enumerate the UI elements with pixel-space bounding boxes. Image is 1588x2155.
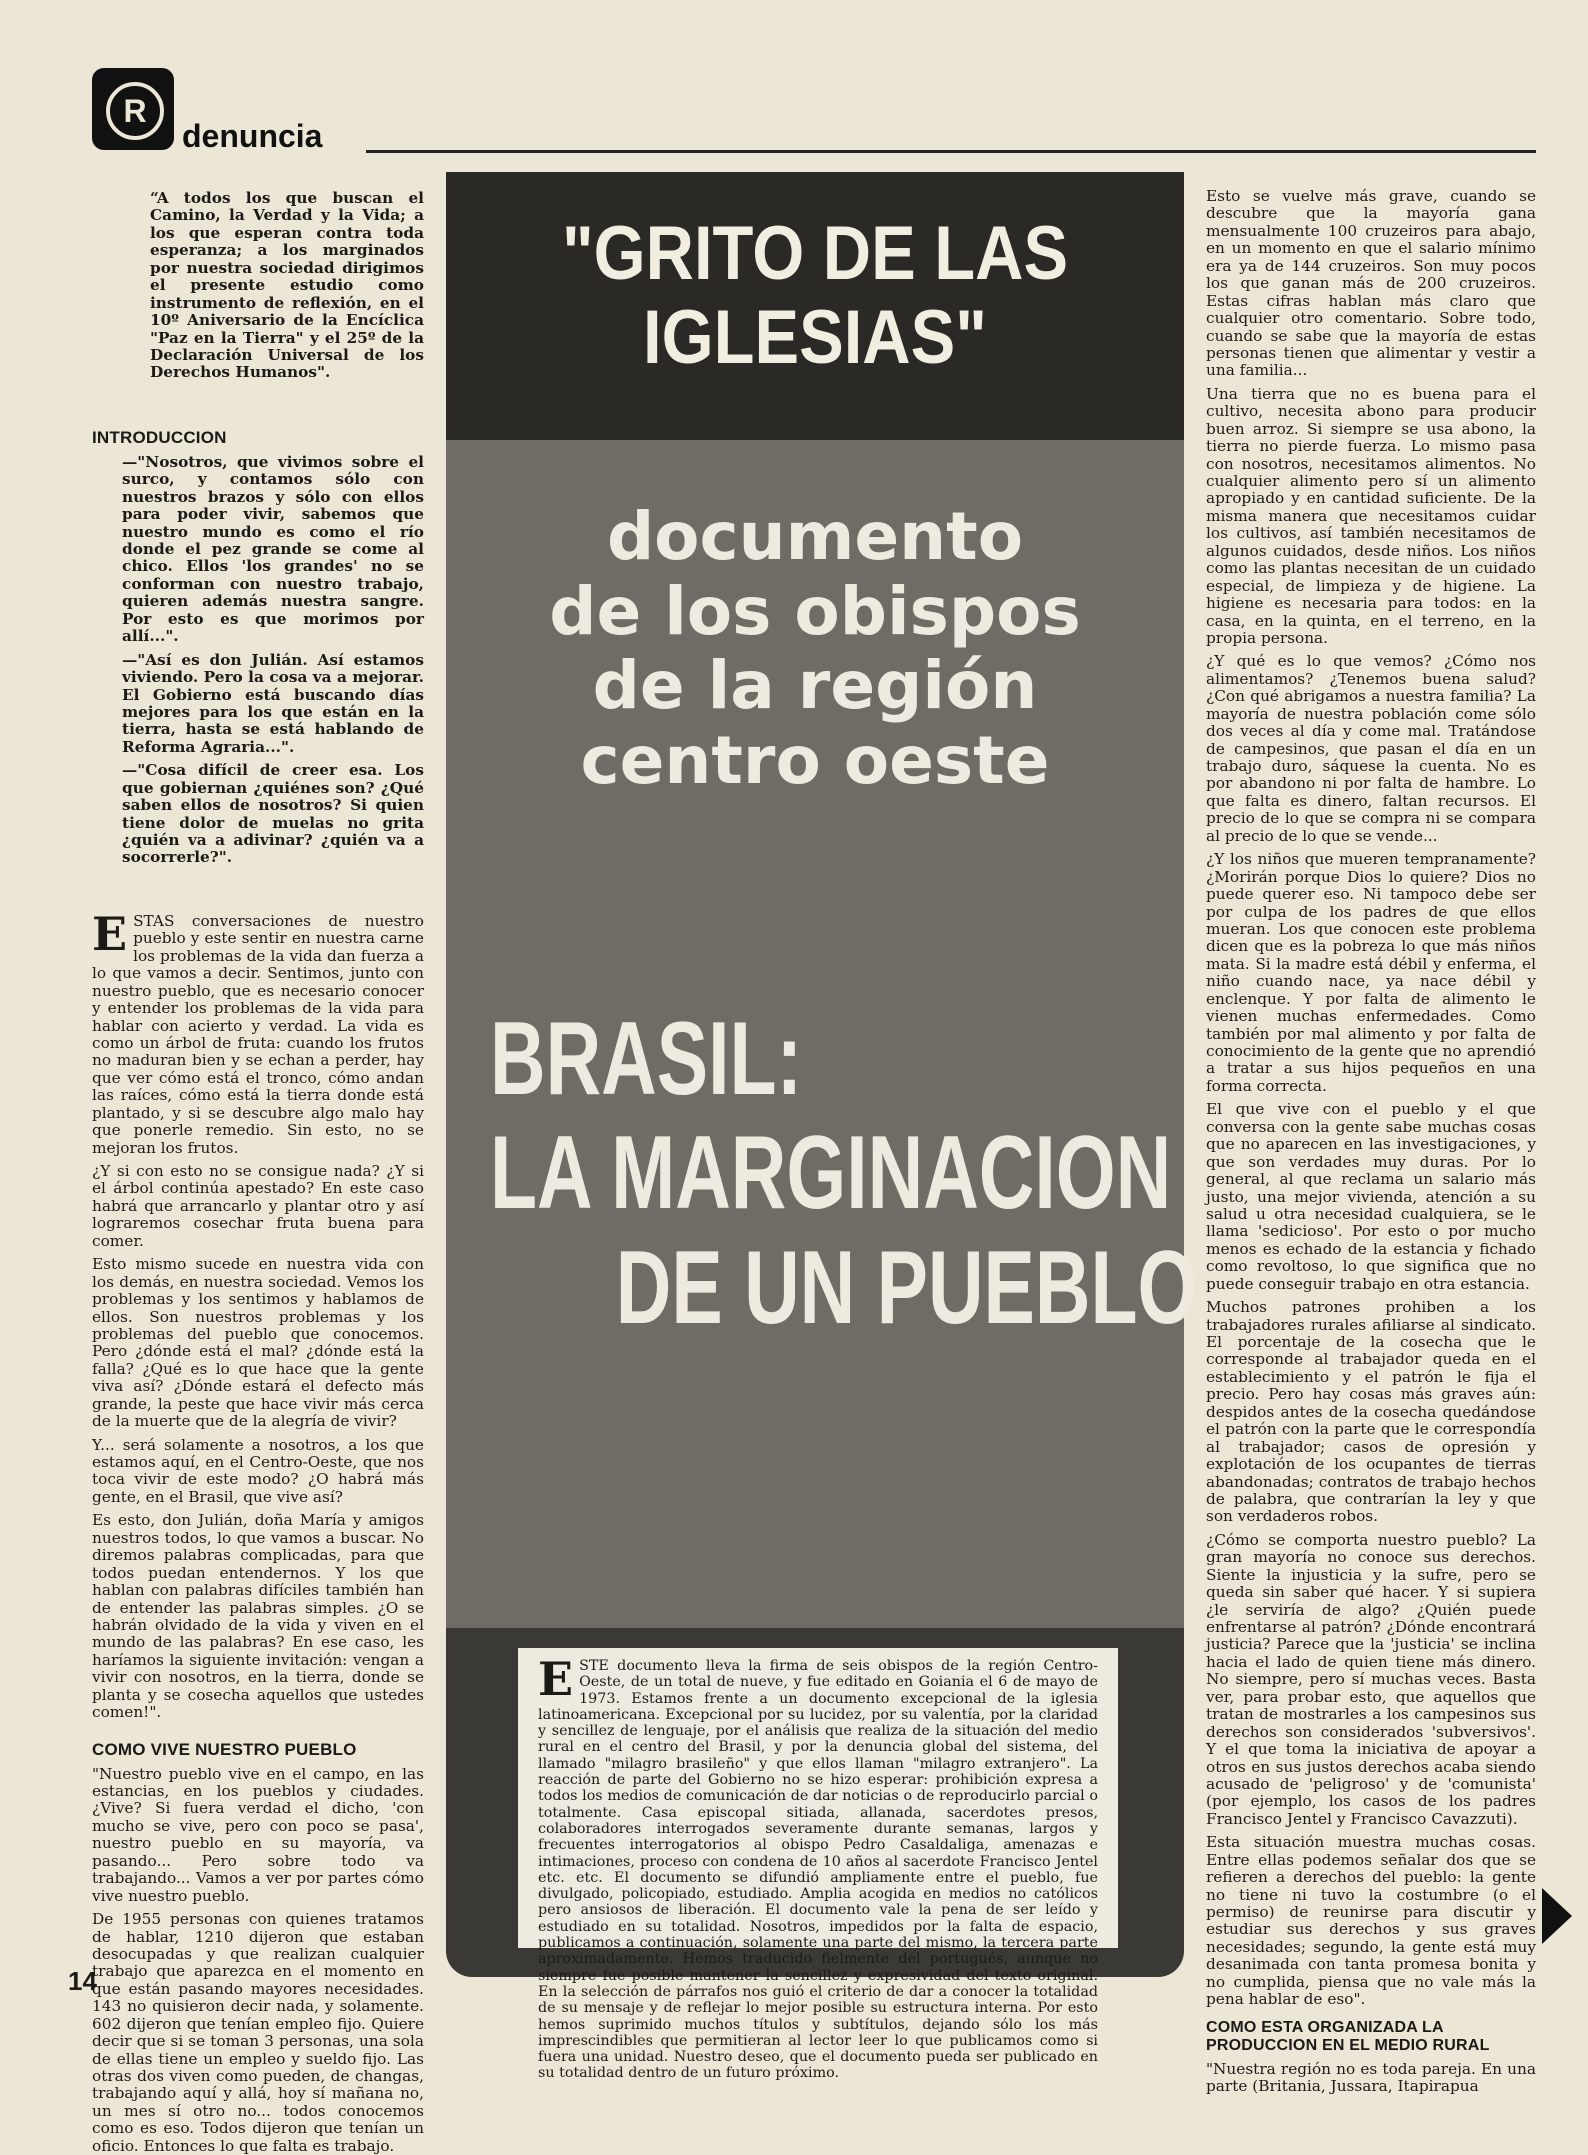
subtitle-line: documento xyxy=(606,498,1024,575)
headline-line: BRASIL: xyxy=(490,1001,803,1117)
drop-cap: E xyxy=(92,906,128,961)
body-paragraph: Y... será solamente a nosotros, a los que estamos aquí, en el Centro-Oeste, que nos toca vivir de este modo? ¿O habrá más gente, en el Brasil, que vive así? xyxy=(92,1435,424,1506)
intro-paragraph: —"Así es don Julián. Así estamos viviendo. Pero la cosa va a mejorar. El Gobierno está buscando días mejores para los que están en la tierra, hasta se está hablando de Reforma Agraria...". xyxy=(122,650,424,756)
main-title: "GRITO DE LAS IGLESIAS" xyxy=(561,211,1069,380)
left-column xyxy=(92,189,424,2155)
body-paragraph xyxy=(92,906,424,1157)
body-paragraph: Esta situación muestra muchas cosas. Entre ellas podemos señalar dos que se refieren a derechos del pueblo: la gente no tiene ni tuvo la costumbre (o el permiso) de reunirse para discutir y estudiar sus derechos y sus graves necesidades; segundo, la gente está muy desanimada con tanta promesa bonita y no cumplida, piensa que no vale más la pena hablar de eso". xyxy=(1206,1833,1536,2009)
body-paragraph: ¿Y qué es lo que vemos? ¿Cómo nos alimentamos? ¿Tenemos buena salud? ¿Con qué abrigamos a nuestra familia? La mayoría de nuestra población come sólo dos veces al día y come mal. Tratándose de campesinos, que pasan el día en un trabajo duro, sáquese la cuenta. No es por abandono ni por falta de hambre. Lo que falta es dinero, faltan recursos. El precio de lo que se compra ni se compara al precio de lo que se vende... xyxy=(1206,652,1536,845)
intro-paragraph: —"Cosa difícil de creer esa. Los que gobiernan ¿quiénes son? ¿Qué saben ellos de nosotros? Si quien tiene dolor de muelas no grita ¿quién va a adivinar? ¿quién va a socorrerle?". xyxy=(122,761,424,867)
body-paragraph: Muchos patrones prohiben a los trabajadores rurales afiliarse al sindicato. El porcentaje de la cosecha que le corresponde al trabajador queda en el establecimiento y el patrón le fija el precio. Pero hay cosas más graves aún: despidos antes de la cosecha quedándose el patrón con la parte que le correspondía al trabajador; casos de opresión y explotación de los ocupantes de tierras abandonadas; contratos de trabajo hechos de palabra, que contrarían la ley y que son verdaderos robos. xyxy=(1206,1298,1536,1526)
logo-letter: R xyxy=(106,82,164,140)
title-band xyxy=(446,172,1184,440)
body-paragraph: ¿Cómo se comporta nuestro pueblo? La gran mayoría no conoce sus derechos. Siente la injusticia y la sufre, pero se queda sin saber qué hacer. Y si supiera ¿le serviría de algo? ¿Quién puede enfrentarse al patrón? ¿Dónde encontrará justicia? Parece que la 'justicia' se inclina hacia el lado de quien tiene más dinero. No siempre, pero sí muchas veces. Basta ver, para probar esto, que aquellos que tratan de mostrarles a los campesinos sus derechos son considerados 'subversivos'. Y el que toma la iniciativa de apoyar a otros en sus justos derechos acaba siendo acusado de 'peligroso' y de 'comunista' (por ejemplo, los casos de los padres Francisco Jentel y Francisco Cavazzuti). xyxy=(1206,1530,1536,1828)
body-paragraph: Esto se vuelve más grave, cuando se descubre que la mayoría gana mensualmente 100 cruzeiros para abajo, en un momento en que el salario mínimo era ya de 144 cruzeiros. Son muy pocos los que ganan más de 200 cruzeiros. Estas cifras hablan más claro que cualquier otro comentario. Sobre todo, cuando se sabe que la mayoría de estas personas tienen que alimentar y vestir a una familia... xyxy=(1206,187,1536,380)
headline-line: DE UN PUEBLO xyxy=(615,1229,1198,1346)
section-heading: COMO ESTA ORGANIZADA LA PRODUCCION EN EL MEDIO RURAL xyxy=(1206,2018,1490,2054)
feature-panel xyxy=(446,172,1198,2082)
body-paragraph: El que vive con el pueblo y el que conversa con la gente sabe muchas cosas que no aparecen en las investigaciones, y que son verdades muy duras. Por lo general, al que reclama un salario más justo, una mejor vivienda, atención a su salud u otra necesidad cualquiera, se le llama 'sedicioso'. Por esto o por mucho menos es echado de la estancia y fichado como revoltoso, lo que significa que no puede conseguir trabajo en otra estancia. xyxy=(1206,1100,1536,1293)
drop-cap: E xyxy=(538,1652,574,1706)
body-text: STAS conversaciones de nuestro pueblo y este sentir en nuestra carne los problemas de la vida dan fuerza a lo que vamos a decir. Sentimos, junto con nuestro pueblo, que es necesario conocer y entender los problemas de la vida para hablar con acierto y verdad. La vida es como un árbol de fruta: cuando los frutos no maduran bien y se echan a perder, hay que ver cómo está el tronco, cómo andan las raíces, cómo está la tierra donde está plantado, y si se descubre algo malo hay que ponerle remedio. Sin esto, no se mejoran los frutos. xyxy=(92,911,424,1157)
magazine-logo xyxy=(92,68,174,150)
right-column xyxy=(1206,187,1536,2096)
body-paragraph: Una tierra que no es buena para el cultivo, necesita abono para producir buen arroz. Si siempre se usa abono, la tierra no pierde fuerza. Lo mismo pasa con nosotros, necesitamos alimentos. No cualquier alimento pero sí un alimento apropiado y en cantidad suficiente. De la misma manera que necesitamos cuidar los cultivos, así también necesitamos de algunos cuidados, desde niños. Los niños como las plantas necesitan de un cuidado especial, de limpieza y de higiene. La higiene es necesaria para todos: en la casa, en la quinta, en el terreno, en la propia persona. xyxy=(1206,384,1536,647)
subtitle-line: centro oeste xyxy=(580,721,1050,799)
body-paragraph: ¿Y si con esto no se consigue nada? ¿Y si el árbol continúa apestado? En este caso habrá que arrancarlo y plantar otro y así lograremos cosechar fruta buena para comer. xyxy=(92,1162,424,1250)
editorial-intro xyxy=(518,1648,1118,2082)
headline-line: LA MARGINACION xyxy=(490,1115,1172,1232)
header-rule xyxy=(366,150,1536,153)
body-paragraph: "Nuestro pueblo vive en el campo, en las estancias, en los pueblos y ciudades. ¿Vive? Si fuera verdad el dicho, 'con mucho se vive, pero con poco se pasa', nuestro pueblo en su mayoría, va pasando... Pero sobre todo va trabajando... Vamos a ver por partes cómo vive nuestro pueblo. xyxy=(92,1764,424,1905)
subtitle xyxy=(446,500,1184,798)
section-heading: COMO VIVE NUESTRO PUEBLO xyxy=(92,1739,357,1759)
headline xyxy=(490,1001,1198,1346)
body-paragraph: "Nuestra región no es toda pareja. En una parte (Britania, Jussara, Itapirapua xyxy=(1206,2059,1536,2096)
intro-paragraph: —"Nosotros, que vivimos sobre el surco, y contamos sólo con nuestros brazos y sólo con ellos para poder vivir, sabemos que nuestro mundo es como el río donde el pez grande se come al chico. Ellos 'los grandes' no se conforman con nuestro trabajo, quieren además nuestra sangre. Por esto es que morimos por allí...". xyxy=(122,452,424,646)
section-label: denuncia xyxy=(182,118,323,154)
body-paragraph: Esto mismo sucede en nuestra vida con los demás, en nuestra sociedad. Vemos los problemas y los sentimos y hablamos de ellos. Son nuestros problemas y los problemas del pueblo que conocemos. Pero ¿dónde está el mal? ¿dónde está la falla? ¿Qué es lo que hace que la gente viva así? ¿Dónde estará el defecto más grande, la peste que hace vivir más cerca de la muerte que de la alegría de vivir? xyxy=(92,1255,424,1431)
epigraph: “A todos los que buscan el Camino, la Verdad y la Vida; a los que esperan contra toda esperanza; a los marginados por nuestra sociedad dirigimos el presente estudio como instrumento de reflexión, en el 10º Aniversario de la Encíclica "Paz en la Tierra" y el 25º de la Declaración Universal de los Derechos Humanos". xyxy=(150,189,424,382)
intro-heading: INTRODUCCION xyxy=(92,427,227,447)
subtitle-line: de los obispos xyxy=(549,572,1081,650)
body-paragraph: De 1955 personas con quienes tratamos de hablar, 1210 dijeron que estaban desocupadas y que realizan cualquier trabajo que aparezca en el momento en que están pasando mayores necesidades. 143 no quisieron decir nada, y solamente. 602 dijeron que tenían empleo fijo. Quiere decir que si se toman 3 personas, una sola de ellas tiene un empleo y sueldo fijo. Las otras dos viven como pueden, de changas, trabajando aquí y allá, hoy sí mañana no, un mes sí otro no... todos conocemos como es eso. Todos dijeron que tenían un oficio. Entonces lo que falta es trabajo. xyxy=(92,1910,424,2155)
intro-body: STE documento lleva la firma de seis obispos de la región Centro-Oeste, de un total de nueve, y fue editado en Goiania el 6 de mayo de 1973. Estamos frente a un documento excepcional de la iglesia latinoamericana. Excepcional por su lucidez, por su valentía, por la claridad y sencillez de lenguaje, por el análisis que realiza de la situación del medio rural en el centro del Brasil, y por la denuncia global del sistema, del llamado "milagro brasileño" y que ellos llaman "milagro extranjero". La reacción de parte del Gobierno no se hizo esperar: prohibición expresa a todos los medios de comunicación de dar noticias o de reproducirlo parcial o totalmente. Casa episcopal sitiada, allanada, sacerdotes presos, colaboradores interrogados severamente durante semanas, largos y frecuentes interrogatorios al obispo Pedro Casaldaliga, amenazas e intimaciones, proceso con condena de 10 años al sacerdote Francisco Jentel etc. etc. El documento se difundió ampliamente entre el pueblo, fue divulgado, policopiado, estudiado. Amplia acogida en medios no católicos pero ansiosos de liberación. El documento vale la pena de ser leído y estudiado en su totalidad. Nosotros, impedidos por la falta de espacio, publicamos a continuación, solamente una parte del mismo, la tercera parte aproximadamente. Hemos traducido fielmente del portugués, aunque no siempre fue posible mantener la sencillez y expresividad del texto original. En la selección de párrafos nos guió el criterio de dar a conocer la totalidad de su mensaje y de reflejar lo mejor posible su estructura interna. Por esto hemos suprimido muchos títulos y subtítulos, dejando sólo los más imprescindibles que permitieran al lector leer lo que publicamos como si fuera una unidad. Nuestro deseo, que el documento pueda ser publicado en su totalidad dentro de un futuro próximo. xyxy=(538,1658,1098,2082)
subtitle-line: de la región xyxy=(592,647,1038,725)
body-paragraph: Es esto, don Julián, doña María y amigos nuestros todos, lo que vamos a buscar. No diremos palabras complicadas, para que todos puedan entendernos. Y los que hablan con palabras difíciles también han de entender las palabras simples. ¿O se habrán olvidado de la vida y viven en el mundo de las palabras? En ese caso, les haríamos la siguiente invitación: vengan a vivir con nosotros, en la tierra, donde se planta y se cosecha aquellos que ustedes comen!". xyxy=(92,1511,424,1722)
page-number: 14 xyxy=(68,1966,97,1996)
headline-panel xyxy=(446,440,1198,1628)
intro-text xyxy=(538,1652,1098,2082)
continue-arrow-icon xyxy=(1542,1888,1572,1944)
body-paragraph: ¿Y los niños que mueren tempranamente? ¿Morirán porque Dios lo quiere? Dios no puede querer eso. Ni tampoco debe ser por culpa de los padres de que ellos mueran. Los que conocen este problema dicen que es la pobreza lo que más niños mata. Si la madre está débil y enferma, el niño cuando nace, ya nace débil y enclenque. Y por falta de alimento le vienen muchas enfermedades. Como también por mal alimento y por falta de conocimiento de la gente que no aprendió a tratar a sus hijos pequeños en una forma correcta. xyxy=(1206,850,1536,1095)
